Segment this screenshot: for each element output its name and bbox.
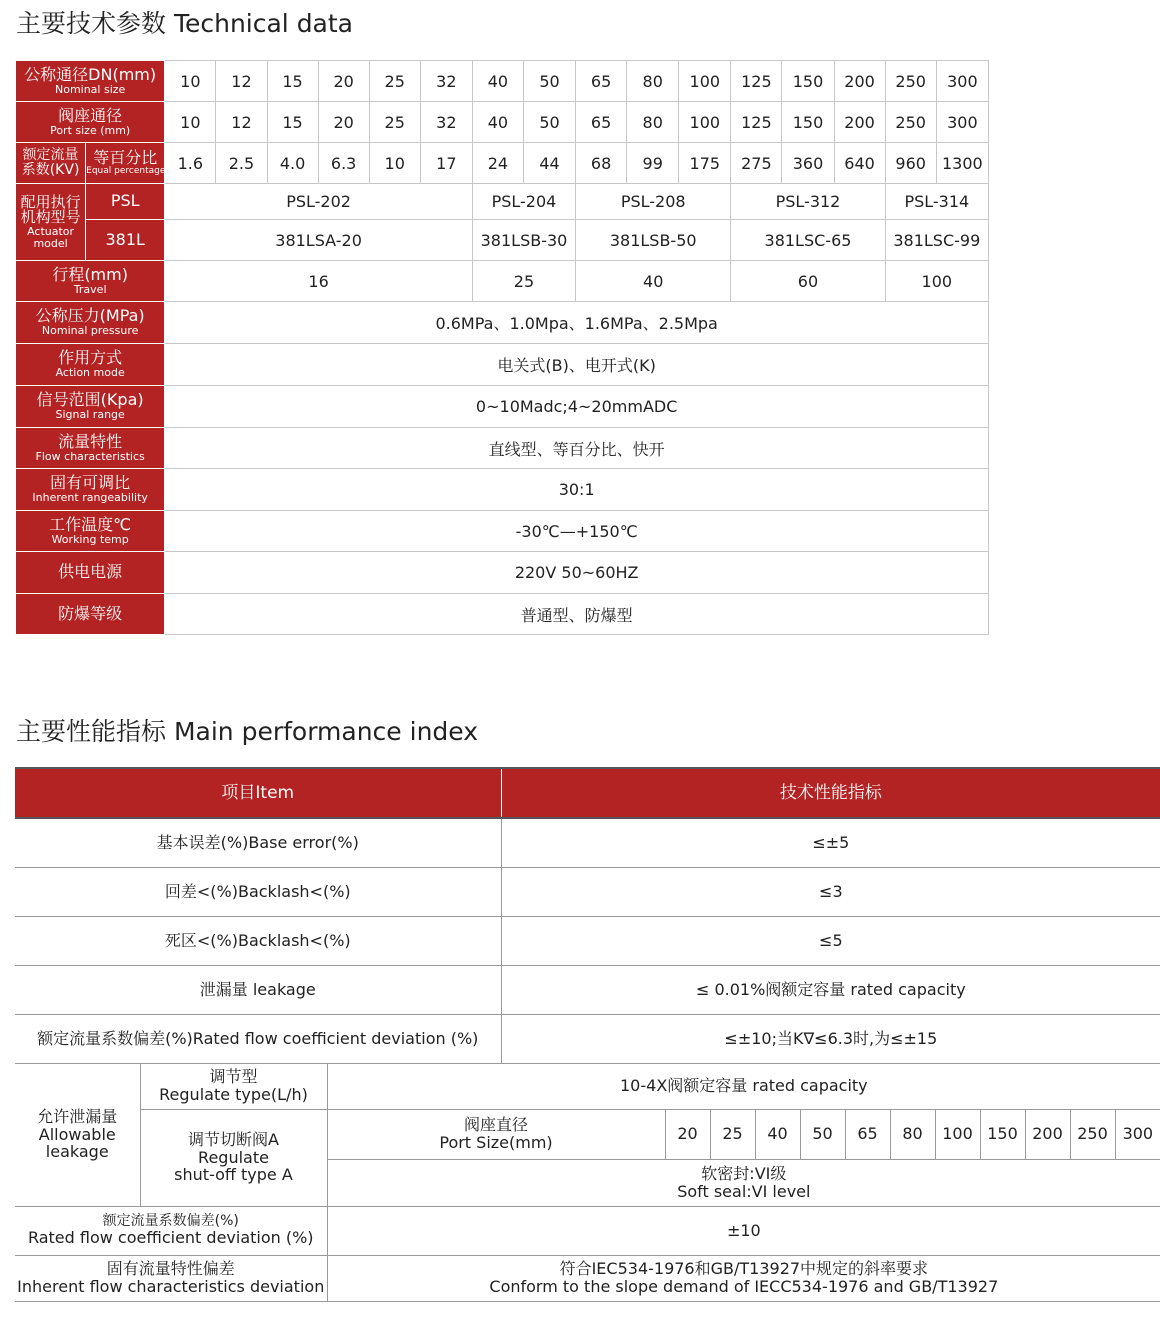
action-value: 电关式(B)、电开式(K) bbox=[165, 344, 989, 386]
l381-cell: 381LSB-50 bbox=[576, 220, 731, 261]
regulate-type-row bbox=[15, 1063, 1160, 1109]
port-size-label: 阀座通径 Port size (mm) bbox=[16, 102, 165, 143]
nominal-size-cell: 125 bbox=[731, 61, 782, 102]
signal-label: 信号范围(Kpa) Signal range bbox=[16, 386, 165, 428]
power-value: 220V 50~60HZ bbox=[165, 552, 989, 594]
rated-deviation-row-2 bbox=[15, 1206, 1160, 1255]
technical-data-table bbox=[15, 60, 989, 635]
kv-cell: 1.6 bbox=[165, 143, 216, 184]
pressure-label: 公称压力(MPa) Nominal pressure bbox=[16, 302, 165, 344]
port-size-row bbox=[16, 102, 989, 143]
kv-cell: 99 bbox=[627, 143, 679, 184]
backlash-label: 回差<(%)Backlash<(%) bbox=[15, 867, 501, 916]
base-error-value: ≤±5 bbox=[501, 818, 1160, 867]
port-size-cell: 80 bbox=[627, 102, 679, 143]
port-size-cell: 50 bbox=[523, 102, 575, 143]
flow-label: 流量特性 Flow characteristics bbox=[16, 428, 165, 469]
psl-cell: PSL-312 bbox=[731, 184, 885, 220]
temp-label: 工作温度℃ Working temp bbox=[16, 511, 165, 552]
rated-deviation-label: 额定流量系数偏差(%)Rated flow coefficient deviation (%) bbox=[15, 1014, 501, 1063]
leakage-value: ≤ 0.01%阀额定容量 rated capacity bbox=[501, 965, 1160, 1014]
kv-cell: 4.0 bbox=[267, 143, 318, 184]
rangeability-value: 30:1 bbox=[165, 469, 989, 511]
nominal-size-cell: 80 bbox=[627, 61, 679, 102]
action-label: 作用方式 Action mode bbox=[16, 344, 165, 386]
port-diameter-cell: 40 bbox=[755, 1109, 800, 1159]
nominal-size-row bbox=[16, 61, 989, 102]
pressure-row bbox=[16, 302, 989, 344]
kv-cell: 1300 bbox=[936, 143, 988, 184]
psl-cell: PSL-208 bbox=[576, 184, 731, 220]
port-diameter-cell: 20 bbox=[665, 1109, 710, 1159]
travel-cell: 16 bbox=[165, 261, 473, 302]
nominal-size-cell: 40 bbox=[472, 61, 523, 102]
signal-value: 0~10Madc;4~20mmADC bbox=[165, 386, 989, 428]
port-size-cell: 20 bbox=[318, 102, 369, 143]
nominal-size-cell: 20 bbox=[318, 61, 369, 102]
port-size-cell: 15 bbox=[267, 102, 318, 143]
allowable-leakage-label: 允许泄漏量 Allowable leakage bbox=[15, 1063, 140, 1206]
flow-value: 直线型、等百分比、快开 bbox=[165, 428, 989, 469]
port-diameter-cell: 150 bbox=[980, 1109, 1025, 1159]
psl-cell: PSL-202 bbox=[165, 184, 473, 220]
inherent-deviation-row bbox=[15, 1255, 1160, 1301]
technical-data-title: 主要技术参数 Technical data bbox=[16, 9, 354, 38]
nominal-size-cell: 250 bbox=[885, 61, 936, 102]
kv-cell: 24 bbox=[472, 143, 523, 184]
port-size-cell: 300 bbox=[936, 102, 988, 143]
port-size-cell: 200 bbox=[834, 102, 885, 143]
kv-cell: 360 bbox=[782, 143, 834, 184]
leakage-label: 泄漏量 leakage bbox=[15, 965, 501, 1014]
base-error-label: 基本误差(%)Base error(%) bbox=[15, 818, 501, 867]
port-size-cell: 125 bbox=[731, 102, 782, 143]
action-row bbox=[16, 344, 989, 386]
travel-cell: 25 bbox=[472, 261, 575, 302]
deadband-row bbox=[15, 916, 1160, 965]
travel-row bbox=[16, 261, 989, 302]
nominal-size-cell: 300 bbox=[936, 61, 988, 102]
regulate-type-value: 10-4X阀额定容量 rated capacity bbox=[327, 1063, 1160, 1109]
psl-cell: PSL-204 bbox=[472, 184, 575, 220]
travel-label: 行程(mm) Travel bbox=[16, 261, 165, 302]
travel-cell: 40 bbox=[576, 261, 731, 302]
nominal-size-cell: 15 bbox=[267, 61, 318, 102]
port-size-cell: 40 bbox=[472, 102, 523, 143]
soft-seal-value: 软密封:VI级 Soft seal:VI level bbox=[327, 1159, 1160, 1206]
header-item: 项目Item bbox=[15, 768, 501, 818]
regulate-type-label: 调节型 Regulate type(L/h) bbox=[140, 1063, 327, 1109]
rangeability-label: 固有可调比 Inherent rangeability bbox=[16, 469, 165, 511]
port-size-cell: 10 bbox=[165, 102, 216, 143]
power-label: 供电电源 bbox=[16, 552, 165, 594]
l381-label: 381L bbox=[86, 220, 165, 261]
port-size-cell: 65 bbox=[576, 102, 627, 143]
rated-deviation-value: ≤±10;当K∇≤6.3时,为≤±15 bbox=[501, 1014, 1160, 1063]
signal-row bbox=[16, 386, 989, 428]
psl-row bbox=[16, 184, 989, 220]
performance-header-row bbox=[15, 768, 1160, 818]
port-size-cell: 12 bbox=[216, 102, 267, 143]
port-diameter-row bbox=[15, 1109, 1160, 1159]
kv-cell: 175 bbox=[679, 143, 731, 184]
temp-value: -30℃—+150℃ bbox=[165, 511, 989, 552]
kv-cell: 960 bbox=[885, 143, 936, 184]
explosion-label: 防爆等级 bbox=[16, 594, 165, 635]
port-diameter-label: 阀座直径 Port Size(mm) bbox=[327, 1109, 665, 1159]
kv-cell: 10 bbox=[369, 143, 420, 184]
nominal-size-cell: 65 bbox=[576, 61, 627, 102]
rated-deviation-value-2: ±10 bbox=[327, 1206, 1160, 1255]
nominal-size-cell: 50 bbox=[523, 61, 575, 102]
port-diameter-cell: 80 bbox=[890, 1109, 935, 1159]
base-error-row bbox=[15, 818, 1160, 867]
port-diameter-cell: 300 bbox=[1115, 1109, 1160, 1159]
kv-label: 额定流量系数(KV) bbox=[16, 143, 86, 184]
port-diameter-cell: 50 bbox=[800, 1109, 845, 1159]
flow-row bbox=[16, 428, 989, 469]
travel-cell: 60 bbox=[731, 261, 885, 302]
kv-sub-label: 等百分比 Equal percentage bbox=[86, 143, 165, 184]
l381-cell: 381LSA-20 bbox=[165, 220, 473, 261]
l381-cell: 381LSB-30 bbox=[472, 220, 575, 261]
psl-label: PSL bbox=[86, 184, 165, 220]
psl-cell: PSL-314 bbox=[885, 184, 988, 220]
performance-table bbox=[15, 767, 1160, 1302]
inherent-deviation-value: 符合IEC534-1976和GB/T13927中规定的斜率要求 Conform to the slope demand of IECC534-1976 and GB/T13927 bbox=[327, 1255, 1160, 1301]
port-size-cell: 150 bbox=[782, 102, 834, 143]
port-size-cell: 32 bbox=[420, 102, 472, 143]
kv-cell: 640 bbox=[834, 143, 885, 184]
deadband-label: 死区<(%)Backlash<(%) bbox=[15, 916, 501, 965]
shutoff-type-label: 调节切断阀A Regulate shut-off type A bbox=[140, 1109, 327, 1206]
kv-cell: 2.5 bbox=[216, 143, 267, 184]
pressure-value: 0.6MPa、1.0Mpa、1.6MPa、2.5Mpa bbox=[165, 302, 989, 344]
travel-cell: 100 bbox=[885, 261, 988, 302]
performance-title: 主要性能指标 Main performance index bbox=[16, 717, 479, 746]
kv-row bbox=[16, 143, 989, 184]
explosion-row bbox=[16, 594, 989, 635]
l381-cell: 381LSC-99 bbox=[885, 220, 988, 261]
kv-cell: 6.3 bbox=[318, 143, 369, 184]
port-size-cell: 100 bbox=[679, 102, 731, 143]
nominal-size-label: 公称通径DN(mm) Nominal size bbox=[16, 61, 165, 102]
kv-cell: 44 bbox=[523, 143, 575, 184]
port-diameter-cell: 100 bbox=[935, 1109, 980, 1159]
kv-cell: 275 bbox=[731, 143, 782, 184]
temp-row bbox=[16, 511, 989, 552]
explosion-value: 普通型、防爆型 bbox=[165, 594, 989, 635]
nominal-size-cell: 32 bbox=[420, 61, 472, 102]
actuator-model-label: 配用执行机构型号 Actuator model bbox=[16, 184, 86, 261]
l381-cell: 381LSC-65 bbox=[731, 220, 885, 261]
nominal-size-cell: 150 bbox=[782, 61, 834, 102]
backlash-value: ≤3 bbox=[501, 867, 1160, 916]
rated-deviation-row bbox=[15, 1014, 1160, 1063]
l381-row bbox=[16, 220, 989, 261]
inherent-deviation-label: 固有流量特性偏差 Inherent flow characteristics deviation bbox=[15, 1255, 327, 1301]
port-diameter-cell: 200 bbox=[1025, 1109, 1070, 1159]
power-row bbox=[16, 552, 989, 594]
kv-cell: 17 bbox=[420, 143, 472, 184]
leakage-row bbox=[15, 965, 1160, 1014]
port-diameter-cell: 65 bbox=[845, 1109, 890, 1159]
rated-deviation-label-2: 额定流量系数偏差(%) Rated flow coefficient deviation (%) bbox=[15, 1206, 327, 1255]
nominal-size-cell: 25 bbox=[369, 61, 420, 102]
header-value: 技术性能指标 bbox=[501, 768, 1160, 818]
port-diameter-cell: 250 bbox=[1070, 1109, 1115, 1159]
backlash-row bbox=[15, 867, 1160, 916]
kv-cell: 68 bbox=[576, 143, 627, 184]
port-size-cell: 250 bbox=[885, 102, 936, 143]
nominal-size-cell: 12 bbox=[216, 61, 267, 102]
deadband-value: ≤5 bbox=[501, 916, 1160, 965]
nominal-size-cell: 100 bbox=[679, 61, 731, 102]
nominal-size-cell: 200 bbox=[834, 61, 885, 102]
rangeability-row bbox=[16, 469, 989, 511]
port-diameter-cell: 25 bbox=[710, 1109, 755, 1159]
nominal-size-cell: 10 bbox=[165, 61, 216, 102]
port-size-cell: 25 bbox=[369, 102, 420, 143]
